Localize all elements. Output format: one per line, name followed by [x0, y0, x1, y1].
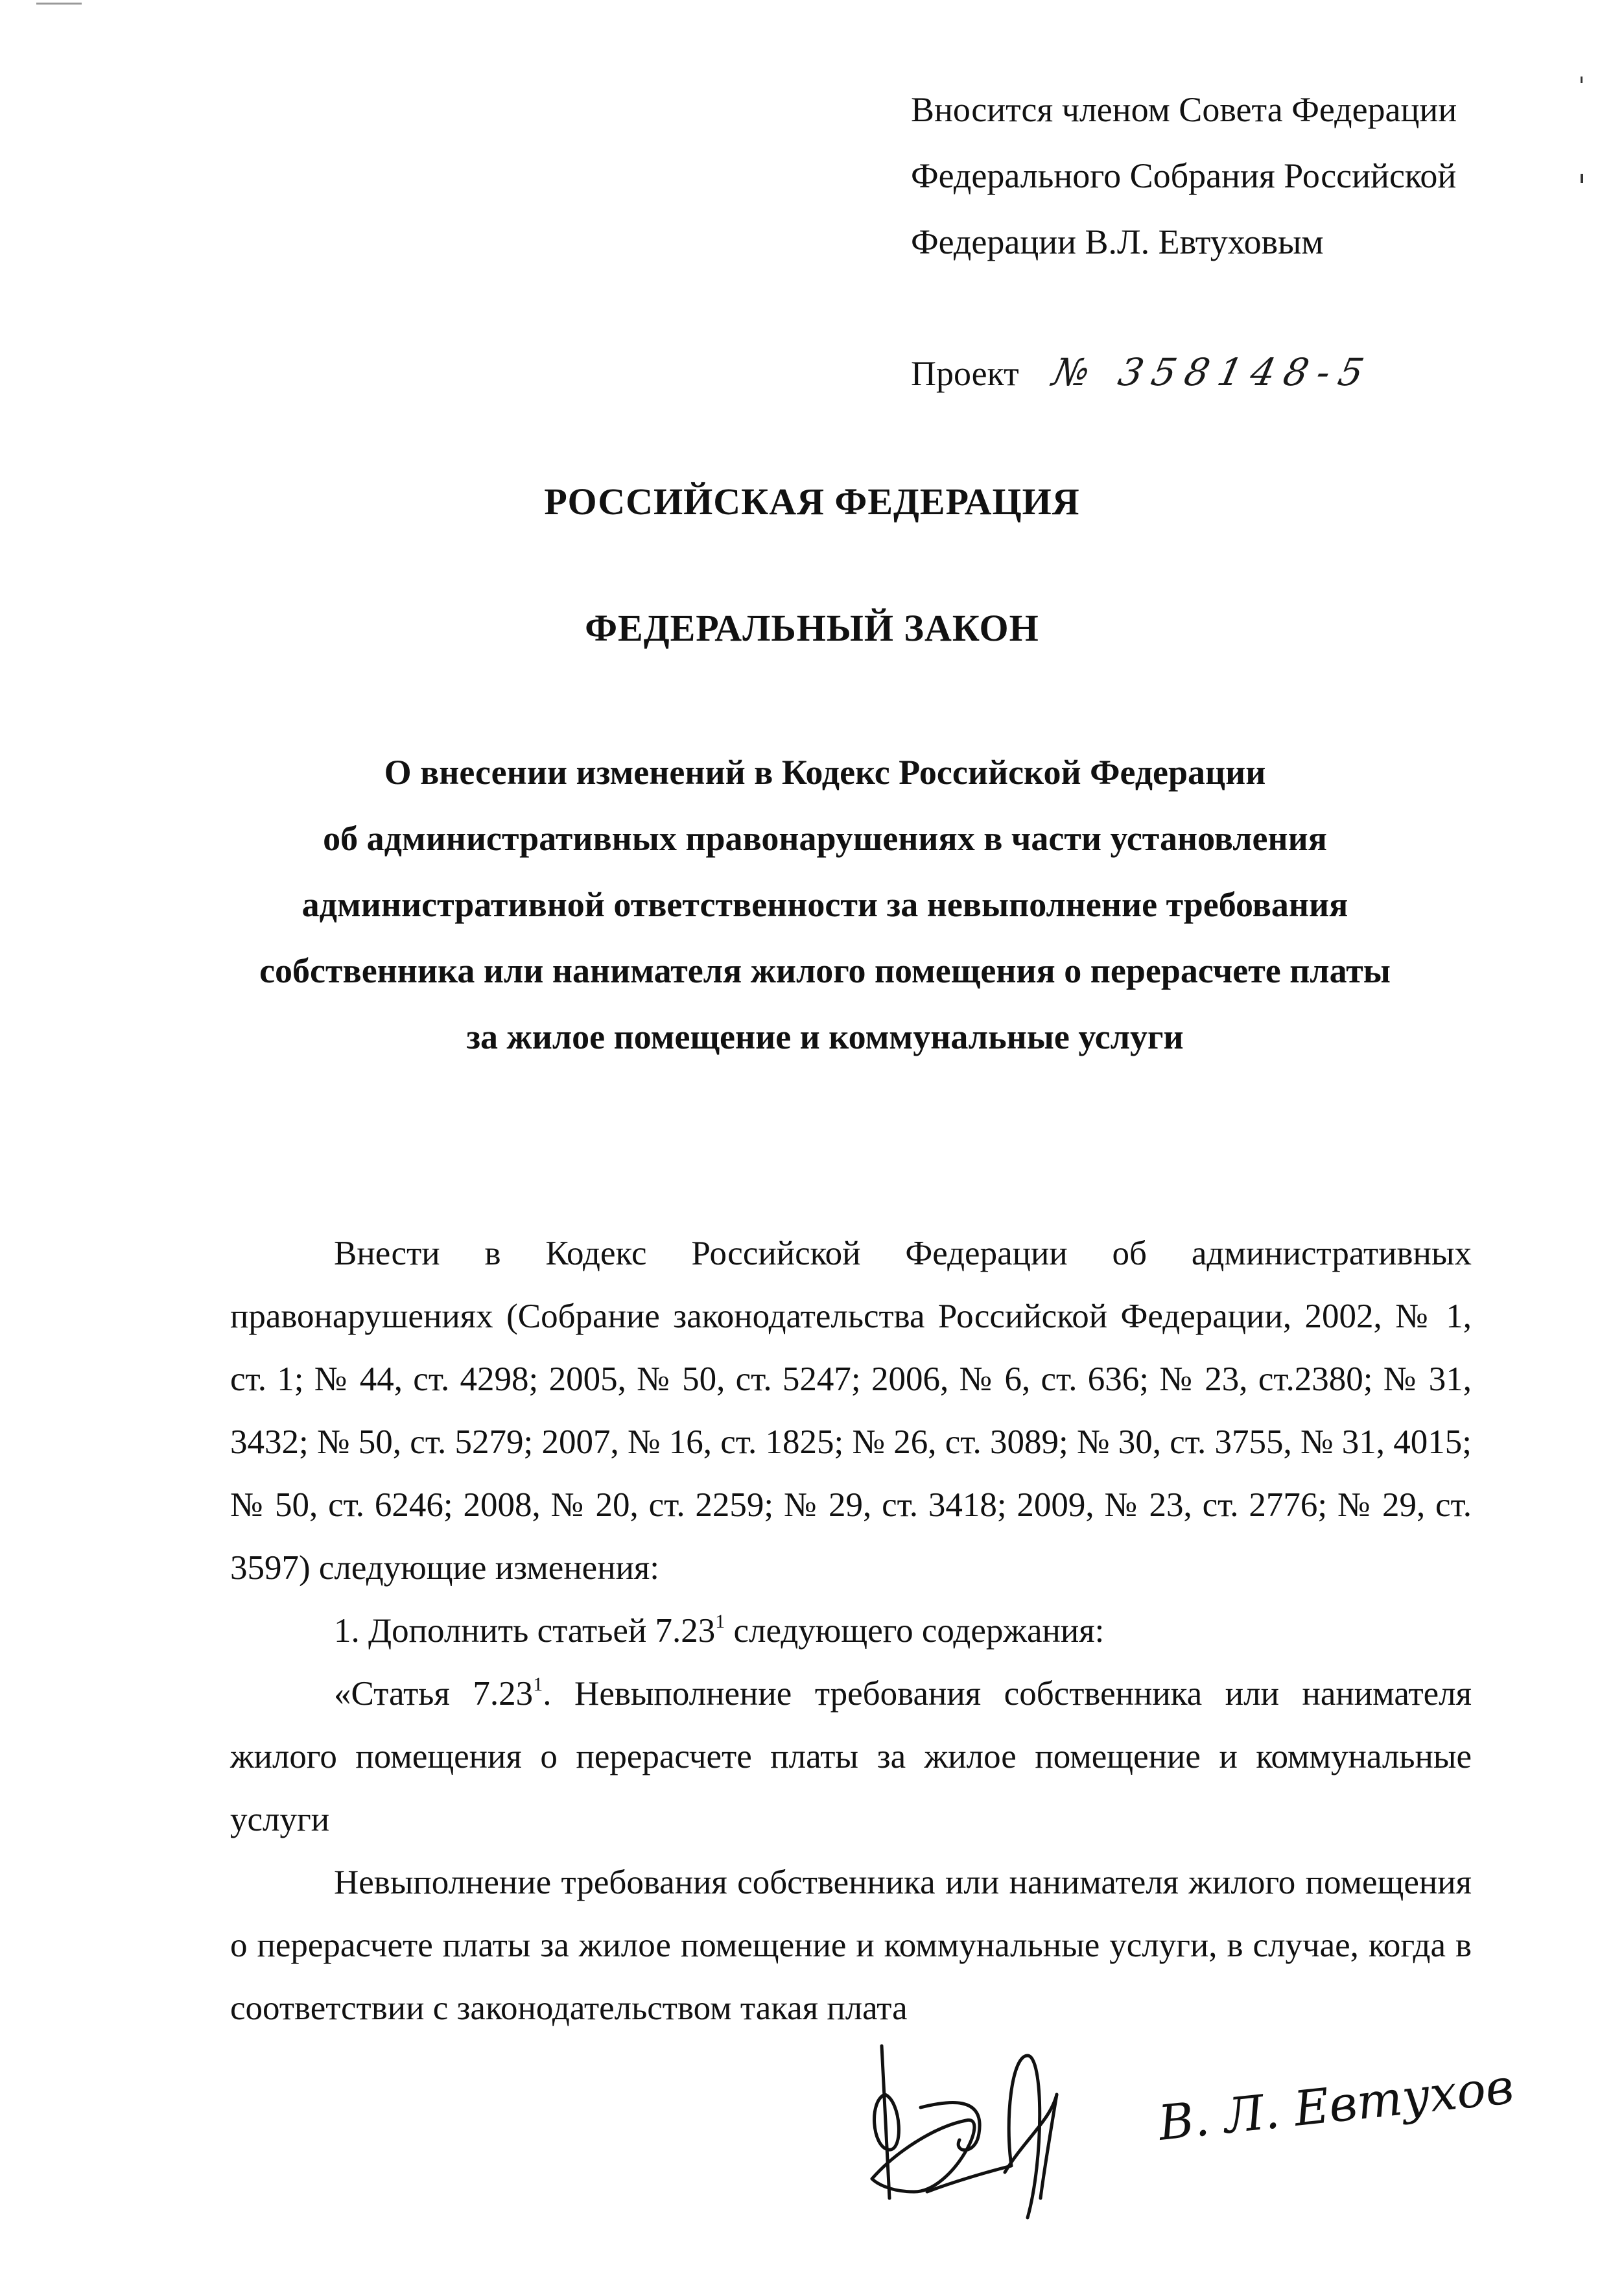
article-heading	[230, 1663, 1472, 1851]
law-title-line: О внесении изменений в Кодекс Российской Федерации	[384, 753, 1266, 792]
item-text: следующего содержания:	[725, 1612, 1105, 1650]
introduced-by-block	[911, 77, 1457, 275]
scan-artifact	[1581, 77, 1583, 83]
country-heading: РОССИЙСКАЯ ФЕДЕРАЦИЯ	[544, 481, 1080, 523]
signature-stroke	[882, 2046, 889, 2198]
introduced-by-line: Федерального Собрания Российской	[911, 156, 1457, 195]
signature	[856, 2043, 1569, 2263]
law-title-line: собственника или нанимателя жилого помещения о перерасчете платы	[259, 951, 1391, 990]
article-text: «Статья 7.23	[334, 1675, 534, 1713]
introduced-by-line: Федерации В.Л. Евтуховым	[911, 222, 1324, 261]
introduced-by-line: Вносится членом Совета Федерации	[911, 90, 1457, 129]
law-title-line: за жилое помещение и коммунальные услуги	[466, 1017, 1184, 1056]
superscript: 1	[533, 1674, 543, 1695]
signature-name: В. Л. Евтухов	[1155, 2058, 1516, 2152]
amendment-item-1	[230, 1600, 1472, 1663]
law-body	[230, 1222, 1472, 2040]
law-title-line: административной ответственности за невыполнение требования	[301, 885, 1348, 924]
project-line	[911, 350, 1377, 394]
item-text: 1. Дополнить статьей 7.23	[334, 1612, 716, 1650]
intro-paragraph: Внести в Кодекс Российской Федерации об административных правонарушениях (Собрание законодательства Российской Федерации, 2002, № 1, ст. 1; № 44, ст. 4298; 2005, № 50, ст. 5247; 2006, № 6, ст. 636; № 23, ст.2380; № 31, 3432; № 50, ст. 5279; 2007, № 16, ст. 1825; № 26, ст. 3089; № 30, ст. 3755, № 31, 4015; № 50, ст. 6246; 2008, № 20, ст. 2259; № 29, ст. 3418; 2009, № 23, ст. 2776; № 29, ст. 3597) следующие изменения:	[230, 1235, 1472, 1587]
project-label: Проект	[911, 354, 1019, 393]
law-type-heading: ФЕДЕРАЛЬНЫЙ ЗАКОН	[585, 607, 1039, 649]
law-title	[13, 739, 1624, 1070]
signature-stroke	[927, 2056, 1040, 2218]
law-title-line: об административных правонарушениях в части установления	[323, 819, 1327, 858]
superscript: 1	[715, 1611, 725, 1632]
project-number-handwritten: № 358148-5	[1049, 350, 1377, 394]
scan-artifact	[36, 3, 82, 5]
scan-artifact	[1581, 174, 1583, 183]
article-text: . Невыполнение требования собственника или нанимателя жилого помещения о перерасчете платы за жилое помещение и коммунальные услуги	[230, 1675, 1472, 1838]
article-paragraph: Невыполнение требования собственника или нанимателя жилого помещения о перерасчете платы за жилое помещение и коммунальные услуги, в случае, когда в соответствии с законодательством такая плата	[230, 1864, 1472, 2027]
